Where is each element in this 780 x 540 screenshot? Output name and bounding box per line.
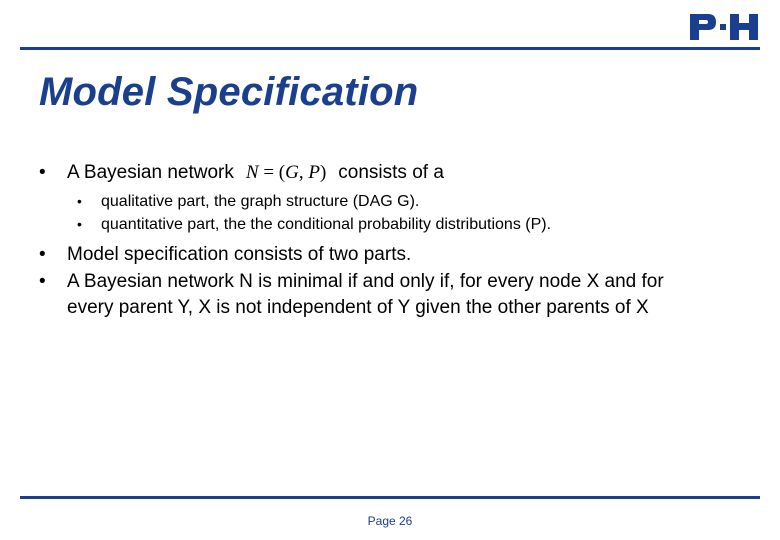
page-number: Page 26	[367, 514, 413, 528]
sub-bullet-item	[77, 213, 551, 236]
bullet-text-line2: every parent Y, X is not independent of Y given the other parents of X	[67, 297, 649, 318]
slide-title: Model Specification	[39, 70, 419, 114]
bullet-item	[39, 160, 444, 186]
header-rule	[20, 47, 760, 50]
bullet-marker: •	[39, 244, 46, 265]
sub-bullet-text: qualitative part, the graph structure (DAG G).	[101, 193, 420, 210]
logo-text: P·H	[688, 12, 690, 13]
ph-logo	[688, 12, 760, 42]
sub-bullet-marker: •	[77, 216, 82, 232]
bullet-text-prefix: A Bayesian network	[67, 162, 234, 183]
bullet-text: Model specification consists of two parts.	[67, 244, 412, 265]
bullet-item	[39, 242, 411, 268]
bullet-marker: •	[39, 271, 46, 292]
footer-rule	[20, 496, 760, 499]
bullet-marker: •	[39, 162, 46, 183]
formula-n-equals-gp: N = (G, P)	[245, 162, 327, 183]
bullet-text-line1: A Bayesian network N is minimal if and only if, for every node X and for	[67, 271, 664, 292]
sub-bullet-item	[77, 190, 419, 213]
bullet-item	[39, 269, 664, 295]
sub-bullet-marker: •	[77, 193, 82, 209]
logo-letter-p	[690, 14, 716, 40]
logo-dot	[720, 24, 726, 30]
bullet-text-suffix: consists of a	[338, 162, 444, 183]
bullet-continuation	[67, 295, 649, 321]
logo-letter-h	[730, 14, 758, 40]
sub-bullet-text: quantitative part, the the conditional probability distributions (P).	[101, 216, 552, 233]
